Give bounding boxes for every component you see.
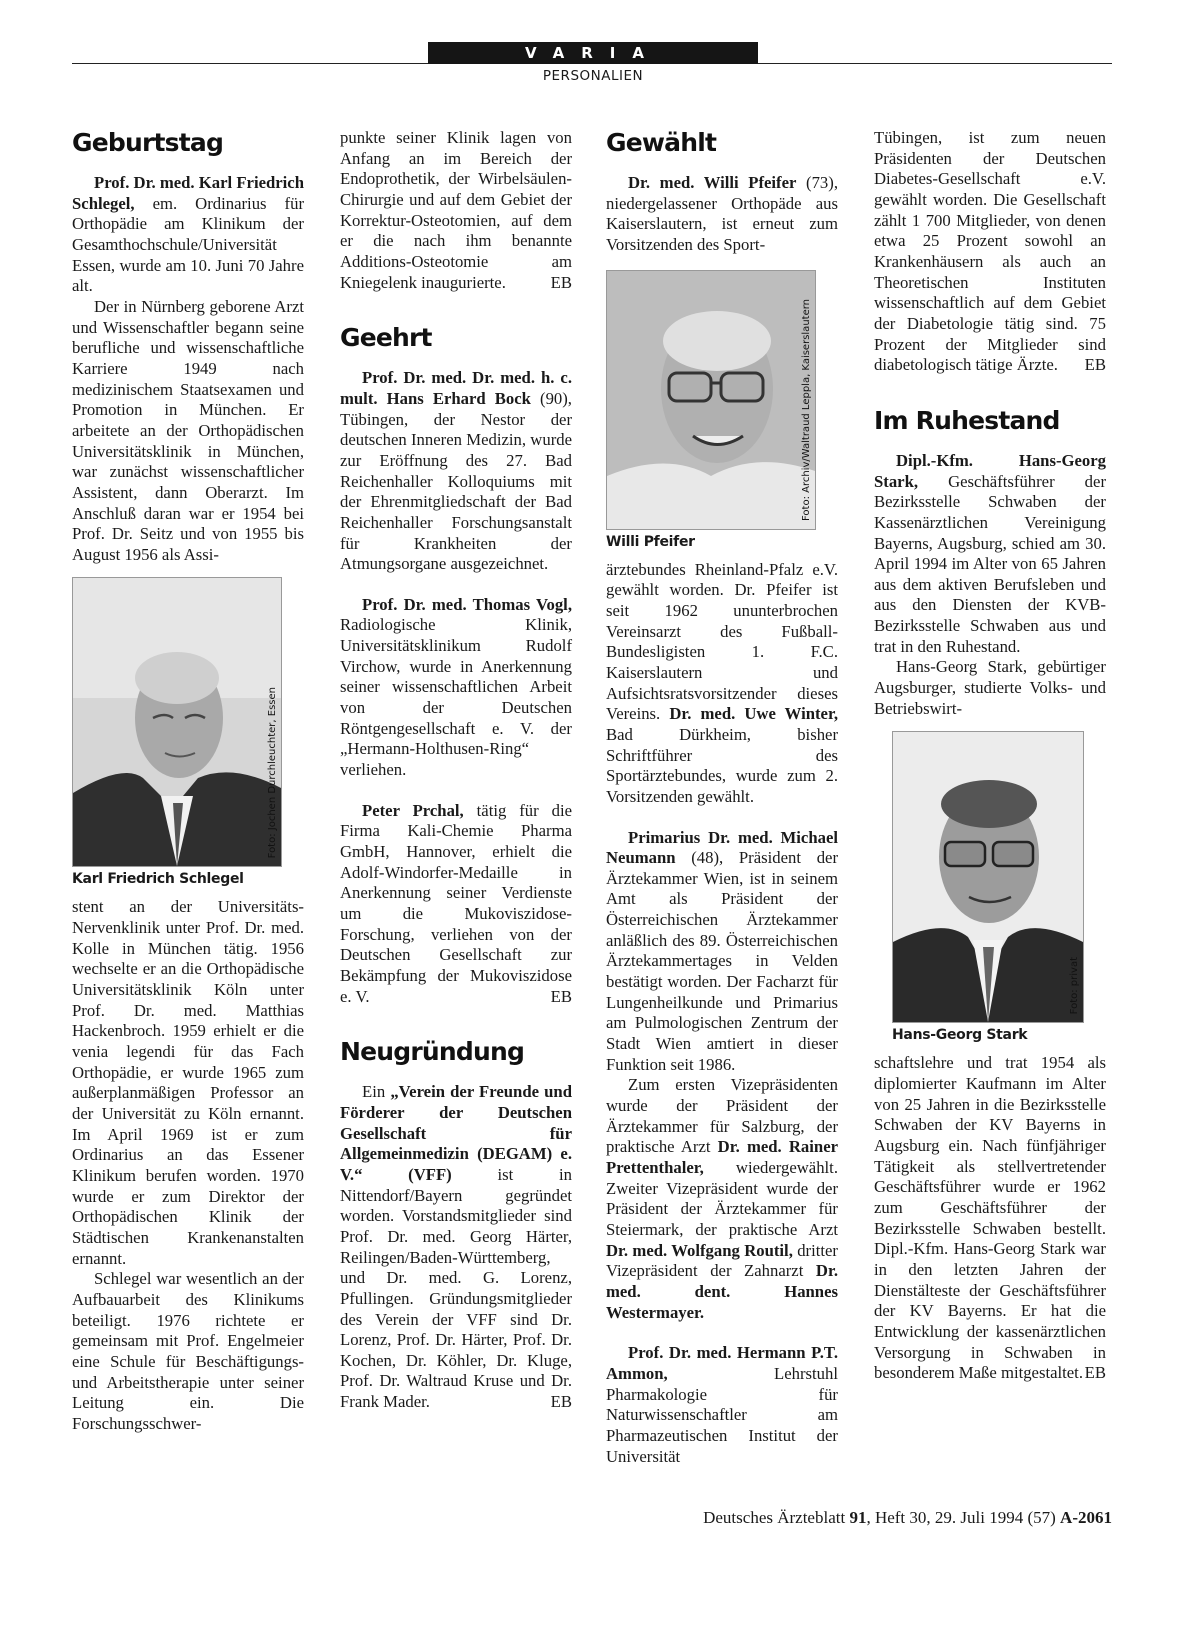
paragraph: stent an der Universitäts-Nervenklinik unter Prof. Dr. med. Kolle in München tätig. 1956 wechselte er an die Orthopädische Universitätsklinik Köln unter Prof. Dr. med. Matthias Hackenbroch. 1959 erhielt er die venia legendi für das Fach Orthopädie, er wurde 1965 zum außerplanmäßigen Professor an der Universität zu Köln ernannt. Im April 1969 ist er zum Ordinarius an das Essener Klinikum berufen worden. 1970 wurde er zum Direktor der Orthopädischen Klinik der Städtischen Krankenanstalten ernannt.	[72, 897, 304, 1268]
portrait-image	[73, 578, 281, 866]
paragraph: ärztebundes Rheinland-Pfalz e.V. gewählt worden. Dr. Pfeifer ist seit 1962 ununterbrochen Vereinsarzt des Fußball-Bundesligisten 1. F.C. Kaiserslautern und Aufsichtsratsvorsitzender dieses Vereins. Dr. med. Uwe Winter, Bad Dürkheim, bisher Schriftführer des Sportärztebundes, wurde zum 2. Vorsitzenden gewählt.	[606, 559, 838, 806]
photo-caption: Karl Friedrich Schlegel	[72, 871, 244, 888]
photo-credit: Foto: Archiv/Waltraud Leppla, Kaiserslautern	[801, 298, 812, 521]
column-4	[874, 128, 1106, 1384]
section-title: VARIA	[428, 42, 758, 64]
photo-caption: Willi Pfeifer	[606, 533, 695, 550]
organization-name: „Verein der Freunde und Förderer der Deutschen Gesellschaft für Allgemeinmedizin (DEGAM) e. V.“ (VFF)	[340, 1082, 572, 1184]
photo-caption: Hans-Georg Stark	[892, 1027, 1028, 1044]
column-3	[606, 128, 838, 1467]
portrait-photo-pfeifer	[606, 270, 816, 530]
person-name: Peter Prchal,	[362, 800, 464, 820]
person-name: Dr. med. Wolfgang Routil,	[606, 1240, 793, 1260]
page-footer: Deutsches Ärzteblatt 91, Heft 30, 29. Juli 1994 (57) A-2061	[703, 1508, 1112, 1527]
paragraph: Der in Nürnberg geborene Arzt und Wissenschaftler begann seine berufliche und wissenschaftliche Karriere 1949 nach medizinischem Staatsexamen und Promotion in München. Er arbeitete an der Orthopädischen Universitätsklinik in München, war zunächst wissenschaftlicher Assistent, dann Oberarzt. Im Anschluß daran war er 1954 bei Prof. Dr. Seitz und von 1955 bis August 1956 als Assi-	[72, 296, 304, 564]
column-1	[72, 128, 304, 1435]
author-initials: EB	[550, 986, 572, 1006]
person-name: Prof. Dr. med. Hermann P.T. Ammon,	[606, 1343, 838, 1383]
subsection-title: PERSONALIEN	[542, 68, 644, 84]
photo-credit: Foto: Jochen Durchleuchter, Essen	[267, 687, 278, 859]
person-name: Dipl.-Kfm. Hans-Georg Stark,	[874, 450, 1106, 491]
person-name: Prof. Dr. med. Dr. med. h. c. mult. Hans Erhard Bock	[340, 368, 572, 408]
author-initials: EB	[550, 1392, 572, 1412]
person-name: Primarius Dr. med. Michael Neumann	[606, 827, 838, 868]
paragraph: schaftslehre und trat 1954 als diplomierter Kaufmann im Alter von 25 Jahren in die Bezirksstelle Schwaben der KV Bayerns in Augsburg ein. Nach fünfjähriger Tätigkeit als stellvertretender Geschäftsführer wurde er 1962 zum Geschäftsführer der Bezirksstelle Schwaben bestellt. Dipl.-Kfm. Hans-Georg Stark war in den letzten Jahren der Dienstälteste der Geschäftsführer der KV Bayerns. Er hat die Entwicklung der kassenärztlichen Versorgung in Schwaben in besonderem Maße mitgestaltet. EB	[874, 1053, 1106, 1383]
person-name: Dr. med. dent. Hannes Westermayer.	[606, 1261, 838, 1322]
paragraph: Schlegel war wesentlich an der Aufbauarbeit des Klinikums beteiligt. 1976 richtete er gemeinsam mit Prof. Engelmeier eine Schule für Beschäftigungs- und Arbeitstherapie unter seiner Leitung ein. Die Forschungsschwer-	[72, 1269, 304, 1433]
paragraph: Zum ersten Vizepräsidenten wurde der Präsident der Ärztekammer für Salzburg, der praktische Arzt Dr. med. Rainer Prettenthaler, wiedergewählt. Zweiter Vizepräsident wurde der Präsident der Ärztekammer für Steiermark, der praktische Arzt Dr. med. Wolfgang Routil, dritter Vizepräsident der Zahnarzt Dr. med. dent. Hannes Westermayer.	[606, 1075, 839, 1322]
paragraph: Prof. Dr. med. Thomas Vogl, Radiologische Klinik, Universitätsklinikum Rudolf Virchow, wurde in Anerkennung seiner wissenschaftlichen Arbeit von der Deutschen Röntgengesellschaft e. V. der „Hermann-Holthusen-Ring“ verliehen.	[340, 594, 572, 780]
paragraph: Prof. Dr. med. Dr. med. h. c. mult. Hans Erhard Bock (90), Tübingen, der Nestor der deutschen Inneren Medizin, wurde zur Eröffnung des 27. Bad Reichenhaller Kolloquiums mit der Ehrenmitgliedschaft der Bad Reichenhaller Forschungsanstalt für Krankheiten der Atmungsorgane ausgezeichnet.	[340, 368, 572, 574]
paragraph: Tübingen, ist zum neuen Präsidenten der Deutschen Diabetes-Gesellschaft e.V. gewählt worden. Die Gesellschaft zählt 1 700 Mitglieder, von denen etwa 25 Prozent sowohl an Krankenhäusern als auch an Theoretischen Instituten wissenschaftlich auf dem Gebiet der Diabetologie tätig sind. 75 Prozent der Mitglieder sind diabetologisch tätige Ärzte. EB	[874, 128, 1106, 375]
paragraph: Primarius Dr. med. Michael Neumann (48), Präsident der Ärztekammer Wien, ist in seinem Amt als Präsident der Österreichischen Ärztekammer anläßlich des 89. Österreichischen Ärztekammertages in Velden bestätigt worden. Der Facharzt für Lungenheilkunde und Primarius am Pulmologischen Zentrum der Stadt Wien amtiert in dieser Funktion seit 1986.	[606, 827, 838, 1074]
page-number: A-2061	[1060, 1508, 1112, 1527]
paragraph: punkte seiner Klinik lagen von Anfang an im Bereich der Endoprothetik, der Wirbelsäulen-Chirurgie und auf dem Gebiet der Korrektur-Osteotomien, auf dem er die nach ihm benannte Additions-Osteotomie am Kniegelenk inaugurierte. EB	[340, 128, 572, 292]
paragraph: Prof. Dr. med. Hermann P.T. Ammon, Lehrstuhl Pharmakologie für Naturwissenschaftler am Pharmazeutischen Institut der Universität	[606, 1343, 838, 1466]
portrait-photo-schlegel	[72, 577, 282, 867]
paragraph: Hans-Georg Stark, gebürtiger Augsburger, studierte Volks- und Betriebswirt-	[874, 657, 1106, 718]
author-initials: EB	[1084, 1363, 1106, 1383]
column-2	[340, 128, 572, 1413]
paragraph: Dipl.-Kfm. Hans-Georg Stark, Geschäftsführer der Bezirksstelle Schwaben der Kassenärztlichen Vereinigung Bayerns, Augsburg, schied am 30. April 1994 im Alter von 65 Jahren aus dem aktiven Berufsleben und aus den Diensten der KVB-Bezirksstelle Schwaben aus und trat in den Ruhestand.	[874, 450, 1106, 656]
paragraph: Peter Prchal, tätig für die Firma Kali-Chemie Pharma GmbH, Hannover, erhielt die Adolf-Windorfer-Medaille in Anerkennung seiner Verdienste um die Mukoviszidose-Forschung, verliehen von der Deutschen Gesellschaft zur Bekämpfung der Mukoviszidose e. V. EB	[340, 800, 572, 1006]
paragraph: Prof. Dr. med. Karl Friedrich Schlegel, em. Ordinarius für Orthopädie am Klinikum der Gesamthochschule/Universität Essen, wurde am 10. Juni 70 Jahre alt.	[72, 173, 304, 296]
volume-number: 91	[849, 1508, 867, 1527]
heading-retired: Im Ruhestand	[874, 405, 1060, 435]
heading-birthday: Geburtstag	[72, 128, 224, 157]
person-name: Dr. med. Uwe Winter,	[669, 704, 838, 724]
paragraph: Dr. med. Willi Pfeifer (73), niedergelassener Orthopäde aus Kaiserslautern, ist erneut zum Vorsitzenden des Sport-	[606, 173, 838, 254]
heading-elected: Gewählt	[606, 128, 717, 157]
portrait-image	[607, 271, 815, 529]
person-name: Prof. Dr. med. Karl Friedrich Schlegel,	[72, 173, 304, 213]
heading-founding: Neugründung	[340, 1037, 525, 1067]
person-name: Prof. Dr. med. Thomas Vogl,	[362, 594, 572, 614]
person-name: Dr. med. Rainer Prettenthaler,	[606, 1137, 839, 1177]
author-initials: EB	[1084, 355, 1106, 375]
heading-honored: Geehrt	[340, 323, 432, 353]
paragraph: Ein „Verein der Freunde und Förderer der Deutschen Gesellschaft für Allgemeinmedizin (DEGAM) e. V.“ (VFF) ist in Nittendorf/Bayern gegründet worden. Vorstandsmitglieder sind Prof. Dr. med. Georg Härter, Reilingen/Baden-Württemberg, und Dr. med. G. Lorenz, Pfullingen. Gründungsmitglieder des Verein der VFF sind Dr. Lorenz, Prof. Dr. Härter, Prof. Dr. Kochen, Dr. Köhler, Dr. Kluge, Prof. Dr. Waltraud Kruse und Dr. Frank Mader. EB	[340, 1082, 573, 1412]
portrait-image	[893, 732, 1083, 1022]
person-name: Dr. med. Willi Pfeifer	[628, 173, 797, 192]
photo-credit: Foto: privat	[1069, 957, 1080, 1015]
portrait-photo-stark	[892, 731, 1084, 1023]
author-initials: EB	[550, 272, 572, 292]
